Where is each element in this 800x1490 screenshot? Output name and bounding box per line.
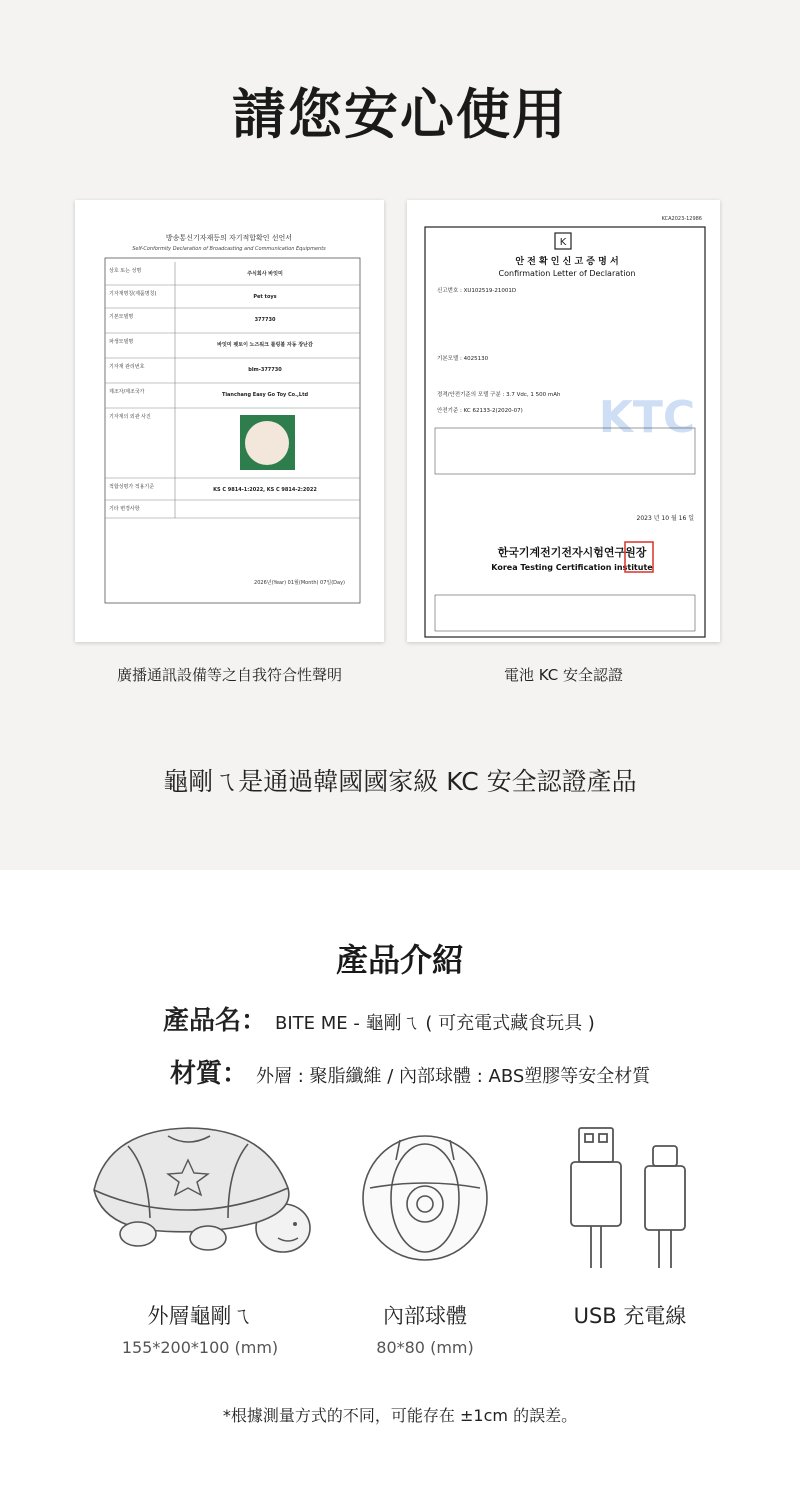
svg-text:K: K xyxy=(559,237,567,248)
cert-a-date: 2026년(Year) 01월(Month) 07일(Day) xyxy=(254,580,345,586)
item-name-usb: USB 充電線 xyxy=(573,1304,687,1328)
cert-a-row-label: 제조자/제조국가 xyxy=(109,389,145,395)
turtle-plush-icon xyxy=(88,1118,313,1268)
cert-a-row-value: 377730 xyxy=(254,317,276,323)
page-title: 請您安心使用 xyxy=(232,83,568,146)
cert-b-date: 2023 년 10 월 16 일 xyxy=(636,515,694,522)
kc-battery-certificate xyxy=(407,200,720,642)
cert-b-row: 정격/안전기준의 모델 구분 : 3.7 Vdc, 1 500 mAh xyxy=(437,392,561,398)
cert-b-title-en: Confirmation Letter of Declaration xyxy=(498,269,636,278)
cert-b-title-ko: 안 전 확 인 신 고 증 명 서 xyxy=(515,257,619,267)
cert-b-issuer-ko: 한국기계전기전자시험연구원장 xyxy=(497,546,647,559)
cert-a-row-label: 기자재의 외관 사진 xyxy=(109,414,151,420)
cert-a-row-value: 바잇미 펫토이 노즈워크 롤링볼 자동 장난감 xyxy=(217,342,313,348)
cert-b-row: 신고번호 : XU102519-21001D xyxy=(437,288,517,294)
product-name-value: BITE ME - 龜剛ㄟ ( 可充電式藏食玩具 ) xyxy=(275,1013,595,1034)
item-name-ball: 內部球體 xyxy=(383,1304,467,1328)
cert-a-row-label: 파생모델명 xyxy=(109,339,134,345)
material-line xyxy=(170,1053,650,1090)
certificate-b-document xyxy=(407,200,720,642)
cert-a-row-value: blm-377730 xyxy=(248,367,282,373)
caption-self-conformity: 廣播通訊設備等之自我符合性聲明 xyxy=(116,666,342,684)
product-name-line xyxy=(163,1000,595,1037)
cert-a-title-en: Self-Conformity Declaration of Broadcasting and Communication Equipments xyxy=(132,246,326,252)
ktc-watermark: KTC xyxy=(598,392,696,443)
cert-a-title-ko: 방송통신기자재등의 자기적합확인 선언서 xyxy=(165,234,293,242)
inner-ball-icon xyxy=(360,1128,490,1268)
usb-cable-icon xyxy=(565,1120,700,1270)
measurement-footnote: *根據測量方式的不同，可能存在 ±1cm 的誤差。 xyxy=(222,1406,578,1425)
cert-a-row-label: 기자재명칭(제품명칭) xyxy=(109,291,157,297)
intro-title: 產品介紹 xyxy=(335,941,464,979)
cert-b-issuer-en: Korea Testing Certification institute xyxy=(491,563,653,572)
item-name-turtle: 外層龜剛ㄟ xyxy=(147,1304,253,1328)
cert-b-row: 안전기준 : KC 62133-2(2020-07) xyxy=(437,408,523,414)
self-conformity-certificate xyxy=(75,200,384,642)
cert-a-row-label: 기자재 관리번호 xyxy=(109,364,145,370)
cert-a-row-value: KS C 9814-1:2022, KS C 9814-2:2022 xyxy=(213,487,317,493)
material-label: 材質： xyxy=(170,1059,249,1089)
item-size-turtle: 155*200*100 (mm) xyxy=(121,1338,279,1357)
cert-a-row-value: Pet toys xyxy=(253,294,277,300)
cert-a-row-label: 적합성평가 적용기준 xyxy=(109,484,155,490)
material-value: 外層 : 聚脂纖維 / 內部球體 : ABS塑膠等安全材質 xyxy=(256,1066,651,1087)
cert-a-row-label: 기본모델명 xyxy=(109,314,134,320)
caption-kc-battery: 電池 KC 安全認證 xyxy=(503,666,624,684)
cert-a-row-label: 기타 변경사항 xyxy=(109,506,140,512)
product-name-label: 產品名： xyxy=(163,1006,268,1036)
cert-a-row-label: 상호 또는 성명 xyxy=(109,268,142,274)
cert-a-row-value: 주식회사 바잇미 xyxy=(247,271,283,277)
cert-b-row: 기본모델 : 4025130 xyxy=(437,356,489,362)
cert-b-number: KCA2023-12986 xyxy=(661,216,702,222)
certificate-a-document xyxy=(75,200,384,642)
kc-statement: 龜剛ㄟ是通過韓國國家級 KC 安全認證產品 xyxy=(163,767,637,796)
cert-a-row-value: Tianchang Easy Go Toy Co.,Ltd xyxy=(221,392,309,398)
item-size-ball: 80*80 (mm) xyxy=(376,1338,474,1357)
